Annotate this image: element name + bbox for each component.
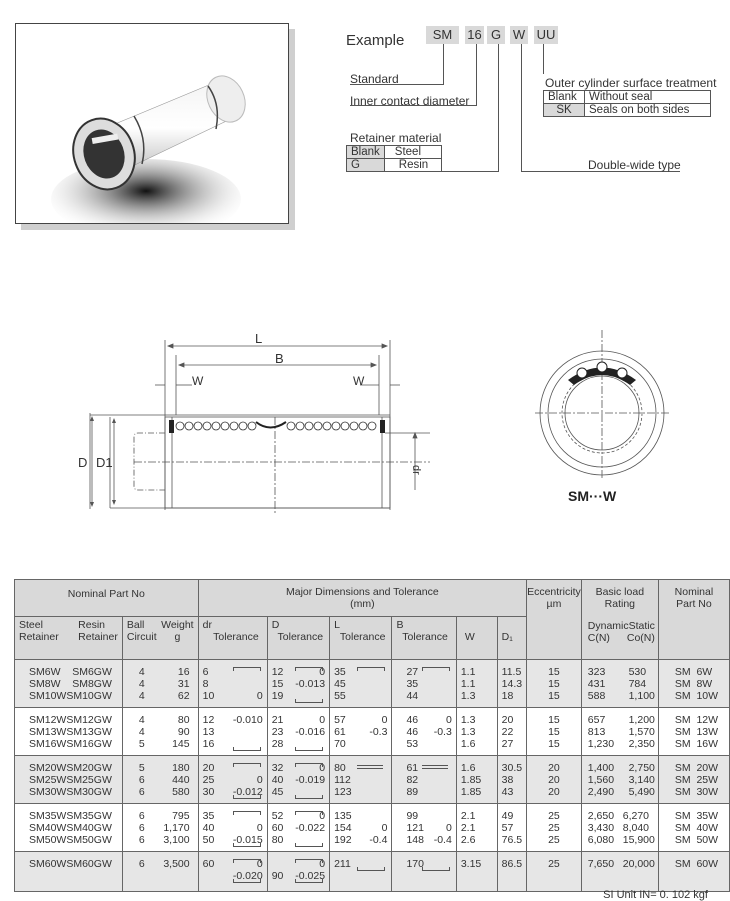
tolerance-bracket [422,667,450,671]
dim-label-D1: D1 [96,455,113,470]
option-value: Steel [384,146,441,159]
resin-retainer-part-no: SM12GW SM13GW SM16GW [66,714,112,750]
dr-tolerance: 0 -0.012 [232,774,263,798]
part-no-label: Part No [676,598,712,610]
dr-cell [198,756,267,804]
resin-label: Resin [78,619,106,631]
tolerance-bracket [295,879,323,883]
L-cell [330,660,392,708]
eccentricity-value: 20 20 20 [548,762,560,798]
spec-row-group [15,756,730,804]
B-tolerance: 0 -0.4 [433,822,452,846]
L-value: 35 45 55 [334,666,346,702]
weight-value: 80 90 145 [172,714,190,750]
weight-value: 180 440 580 [172,762,190,798]
D1-value: 20 22 27 [501,714,514,750]
D1-value: 86.5 [501,858,523,870]
tolerance-label: Tolerance [402,631,448,643]
dr-tolerance: 0 [256,690,263,702]
W-cell [456,852,497,892]
eccentricity-value: 25 [548,858,560,870]
nominal-part-no-value: SM 35W SM 40W SM 50W [674,810,719,846]
eccentricity-cell [527,660,582,708]
eccentricity-cell [527,756,582,804]
label-outer-treatment: Outer cylinder surface treatment [545,76,717,90]
W-value: 1.1 1.1 1.3 [460,666,476,702]
L-value: 57 61 70 [334,714,346,750]
resin-retainer-part-no: SM60GW [66,858,112,870]
si-unit-footnote: SI Unit IN= 0. 102 kgf [603,889,708,901]
tolerance-bracket [357,765,383,769]
steel-retainer-part-no: SM60W [29,858,67,870]
ball-weight [122,660,198,708]
part-numbers [15,804,123,852]
dr-cell [198,852,267,892]
dr-tolerance: -0.010 [232,714,263,726]
W-value: 2.1 2.1 2.6 [460,810,476,846]
D-tolerance: 0 -0.013 [295,666,326,690]
dim-label-D: D [78,455,88,470]
steel-retainer-part-no: SM12W SM13W SM16W [29,714,67,750]
tolerance-label: Tolerance [277,631,324,643]
eccentricity-value: 25 25 25 [548,810,560,846]
dr-value: 6 8 10 [202,666,215,702]
eccentricity-label: Eccentricity [527,586,581,598]
tolerance-bracket [233,667,261,671]
D-cell [267,852,329,892]
D-cell [267,708,329,756]
D-value: 52 60 80 [271,810,284,846]
end-view-drawing [520,325,680,485]
example-title: Example [346,32,405,49]
dynamic-load-value: 657 813 1,230 [587,714,615,750]
nominal-cell [658,660,729,708]
dr-label: dr [202,619,212,631]
L-label: L [334,619,340,631]
dynamic-load-value: 1,400 1,560 2,490 [587,762,615,798]
static-load-value: 2,750 3,140 5,490 [628,762,655,798]
ball-circuit-count: 4 4 4 [138,666,145,702]
major-dims-unit: (mm) [350,598,375,610]
L-cell [330,756,392,804]
W-cell [456,804,497,852]
spec-row-group [15,852,730,892]
header-nominal-part-no: Nominal Part No [15,580,199,617]
ball-circuit-count: 6 [138,858,145,870]
D1-cell [497,660,526,708]
header-nominal-part-no-right [658,580,729,660]
option-key: SK [544,104,585,117]
major-dims-title: Major Dimensions and Tolerance [285,586,439,598]
nominal-part-no-value: SM 20W SM 25W SM 30W [674,762,719,798]
D-tolerance: 0 -0.016 [295,714,326,738]
D-value: 12 15 19 [271,666,284,702]
retainer-label: Retainer [78,631,118,643]
option-value: Resin [384,159,441,172]
D1-cell [497,708,526,756]
D1-value: 30.5 38 43 [501,762,523,798]
leader-seal [543,44,544,74]
B-tolerance: 0 -0.3 [433,714,452,738]
load-units [582,632,658,644]
section-label: SM···W [568,488,617,504]
tolerance-bracket [295,811,323,815]
code-retainer: G [487,26,505,44]
load-rating-cell [581,756,658,804]
tolerance-label: Tolerance [339,631,386,643]
W-value: 1.6 1.85 1.85 [460,762,482,798]
D-tolerance: 0 -0.019 [295,762,326,786]
ball-weight [122,756,198,804]
eccentricity-unit: µm [546,598,562,610]
B-cell [392,804,456,852]
load-subheaders [582,610,658,632]
B-value: 27 35 44 [406,666,419,702]
ball-circuit-count: 4 4 5 [138,714,145,750]
tolerance-bracket [295,795,323,799]
eccentricity-cell [527,804,582,852]
seal-option-row [544,91,711,104]
eccentricity-value: 15 15 15 [548,666,560,702]
basic-load-label: Basic load [595,586,645,598]
code-series: SM [426,26,459,44]
static-load-value: 1,200 1,570 2,350 [628,714,655,750]
tolerance-bracket [233,763,261,767]
ball-label: Ball [126,619,145,631]
L-tolerance: 0 -0.3 [369,714,388,738]
B-cell [392,660,456,708]
ball-weight [122,852,198,892]
label-inner-contact-diameter: Inner contact diameter [350,94,470,108]
tolerance-bracket [357,667,385,671]
dr-tolerance: 0 -0.020 [232,858,263,882]
load-rating-cell [581,804,658,852]
tolerance-bracket [295,763,323,767]
nominal-label: Nominal [674,586,714,598]
D1-cell [497,804,526,852]
nominal-cell [658,804,729,852]
tolerance-bracket [422,765,448,769]
steel-retainer-part-no: SM35W SM40W SM50W [29,810,67,846]
B-value: 99 121 148 [406,810,424,846]
D-tolerance: 0 -0.025 [295,858,326,882]
specification-table [14,579,730,892]
header-D1: D₁ [497,617,526,660]
header-eccentricity [527,580,582,660]
steel-retainer-part-no: SM6W SM8W SM10W [29,666,67,702]
dr-value: 35 40 50 [202,810,215,846]
spec-row-group [15,660,730,708]
option-value: Seals on both sides [585,104,711,117]
seal-option-row [544,104,711,117]
D-value: 21 23 28 [271,714,284,750]
eccentricity-cell [527,852,582,892]
dim-label-B: B [275,351,284,366]
static-load-value: 6,270 8,040 15,900 [622,810,655,846]
part-numbers [15,756,123,804]
tolerance-bracket [295,843,323,847]
resin-retainer-part-no: SM35GW SM40GW SM50GW [66,810,112,846]
dr-cell [198,660,267,708]
spec-row-group [15,804,730,852]
B-label: B [396,619,404,631]
W-value: 1.3 1.3 1.6 [460,714,476,750]
B-cell [392,756,456,804]
D1-cell [497,852,526,892]
tolerance-bracket [233,811,261,815]
header-row-1 [15,580,730,617]
ball-circuit-count: 5 6 6 [138,762,145,798]
D-tolerance: 0 -0.022 [295,810,326,834]
tolerance-bracket [422,867,450,871]
L-tolerance: 0 -0.4 [369,822,388,846]
header-major-dimensions [198,580,526,617]
nominal-part-no-value: SM 6W SM 8W SM 10W [674,666,719,702]
W-cell [456,660,497,708]
seal-options-table [543,90,711,117]
L-value: 80 112 123 [334,762,352,798]
dynamic-label: Dynamic [587,620,629,632]
ball-weight [122,708,198,756]
retainer-option-row [347,146,442,159]
eccentricity-value: 15 15 15 [548,714,560,750]
B-cell [392,708,456,756]
retainer-options-table [346,145,442,172]
code-double-wide: W [510,26,528,44]
B-value: 61 82 89 [406,762,419,798]
dim-label-dr: dr [410,465,422,475]
tolerance-bracket [295,667,323,671]
L-value: 135 154 192 [334,810,352,846]
retainer-option-row [347,159,442,172]
tolerance-bracket [233,795,261,799]
tolerance-bracket [233,747,261,751]
nominal-cell [658,852,729,892]
side-section-drawing [70,325,430,525]
tolerance-bracket [233,859,261,863]
B-value: 46 46 53 [406,714,419,750]
weight-unit: g [174,631,181,643]
circuit-label: Circuit [126,631,157,643]
steel-retainer-part-no: SM20W SM25W SM30W [29,762,67,798]
ball-circuit-count: 6 6 6 [138,810,145,846]
dr-value: 60 [202,858,215,870]
W-cell [456,756,497,804]
resin-retainer-part-no: SM20GW SM25GW SM30GW [66,762,112,798]
L-value: 211 [334,858,351,870]
D-value: 32 40 45 [271,762,284,798]
rating-label: Rating [604,598,635,610]
header-W: W [456,617,497,660]
tolerance-bracket [233,843,261,847]
dynamic-load-value: 7,650 [587,858,615,870]
tolerance-bracket [357,867,385,871]
static-label: Static [628,620,655,632]
weight-value: 3,500 [163,858,190,870]
steel-label: Steel [19,619,43,631]
part-numbers [15,852,123,892]
D-cell [267,756,329,804]
load-rating-cell [581,708,658,756]
nominal-part-no-value: SM 60W [674,858,719,870]
weight-value: 795 1,170 3,100 [163,810,190,846]
D1-cell [497,756,526,804]
option-key: G [347,159,385,172]
option-value: Without seal [585,91,711,104]
D-cell [267,804,329,852]
dim-label-L: L [255,331,263,346]
D1-value: 11.5 14.3 18 [501,666,523,702]
load-rating-cell [581,660,658,708]
D-value: 90 [271,870,284,882]
linear-bushing-image [16,24,288,223]
dynamic-load-value: 323 431 588 [587,666,606,702]
dr-cell [198,708,267,756]
label-standard: Standard [350,72,399,86]
tolerance-label: Tolerance [213,631,259,643]
header-B [392,617,456,660]
dim-label-W-left: W [192,374,204,388]
leader-retainer [440,44,499,172]
retainer-label: Retainer [19,631,59,643]
header-steel-resin [15,617,123,660]
L-cell [330,804,392,852]
header-dr [198,617,267,660]
L-cell [330,852,392,892]
nominal-part-no-value: SM 12W SM 13W SM 16W [674,714,719,750]
part-numbers [15,708,123,756]
header-L [330,617,392,660]
label-retainer-material: Retainer material [350,131,442,145]
tolerance-bracket [295,859,323,863]
nominal-cell [658,756,729,804]
spec-row-group [15,708,730,756]
tolerance-bracket [295,699,323,703]
load-rating-cell [581,852,658,892]
header-basic-load-rating [581,580,658,660]
dr-value: 12 13 16 [202,714,215,750]
W-value: 3.15 [460,858,482,870]
dynamic-unit: C(N) [587,632,610,644]
code-seal: UU [534,26,558,44]
B-cell [392,852,456,892]
dim-label-W-right: W [353,374,365,388]
dr-value: 20 25 30 [202,762,215,798]
weight-label: Weight [161,619,194,631]
eccentricity-cell [527,708,582,756]
tolerance-bracket [233,879,261,883]
nominal-cell [658,708,729,756]
weight-value: 16 31 62 [177,666,190,702]
B-value: 170 [406,858,424,870]
dr-cell [198,804,267,852]
ball-weight [122,804,198,852]
dynamic-load-value: 2,650 3,430 6,080 [587,810,615,846]
tolerance-bracket [295,747,323,751]
D1-value: 49 57 76.5 [501,810,523,846]
static-unit: Co(N) [626,632,655,644]
resin-retainer-part-no: SM6GW SM8GW SM10GW [66,666,112,702]
option-key: Blank [347,146,385,159]
part-numbers [15,660,123,708]
header-D [267,617,329,660]
static-load-value: 20,000 [622,858,655,870]
label-double-wide-type: Double-wide type [588,158,681,172]
product-photo [15,23,289,224]
option-key: Blank [544,91,585,104]
dr-tolerance: 0 -0.015 [232,822,263,846]
D-cell [267,660,329,708]
W-cell [456,708,497,756]
header-ball-weight [122,617,198,660]
static-load-value: 530 784 1,100 [628,666,655,702]
code-size: 16 [465,26,484,44]
L-cell [330,708,392,756]
D-label: D [271,619,280,631]
